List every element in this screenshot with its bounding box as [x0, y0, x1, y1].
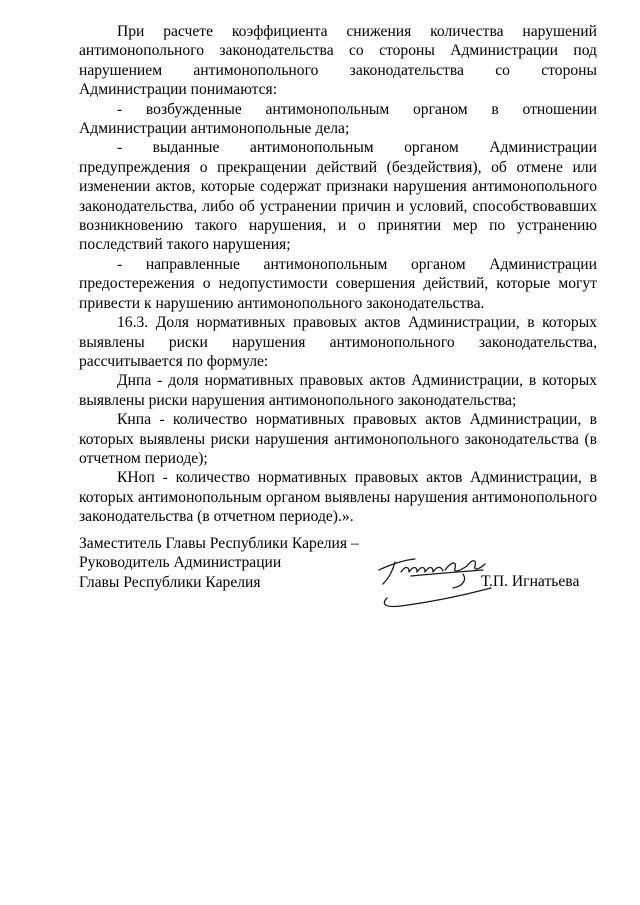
paragraph-knop-definition: КНоп - количество нормативных правовых актов Администрации, в которых антимонопольным органом выявлены нарушения антимонопольного законодательства (в отчетном периоде).». — [79, 469, 597, 526]
paragraph-cautions: - направленные антимонопольным органом Администрации предостережения о недопустимости совершения действий, которые могут привести к нарушению антимонопольного законодательства. — [79, 255, 597, 312]
signatory-position-line-1: Заместитель Главы Республики Карелия – — [79, 535, 359, 552]
document-body — [79, 22, 597, 527]
signatory-name: Т.П. Игнатьева — [481, 573, 580, 590]
signatory-position-line-3: Главы Республики Карелия — [79, 573, 261, 591]
paragraph-warnings: - выданные антимонопольным органом Администрации предупреждения о прекращении действий (бездействия), об отмене или изменении актов, которые содержат признаки нарушения антимонопольного законодательства, либо об устранении причин и условий, способствовавших возникновению такого нарушения, и о принятии мер по устранению последствий такого нарушения; — [79, 139, 597, 254]
signatory-position-line-2: Руководитель Администрации — [79, 554, 282, 572]
paragraph-antimonopoly-cases: - возбужденные антимонопольным органом в отношении Администрации антимонопольные дела; — [79, 100, 597, 138]
paragraph-violation-definition: При расчете коэффициента снижения количества нарушений антимонопольного законодательства со стороны Администрации под нарушением антимонопольного законодательства со стороны Администрации понимаются: — [79, 23, 597, 99]
paragraph-section-16-3: 16.3. Доля нормативных правовых актов Администрации, в которых выявлены риски нарушения антимонопольного законодательства, рассчитывается по формуле: — [79, 314, 597, 370]
paragraph-knpa-definition: Кнпа - количество нормативных правовых актов Администрации, в которых выявлены риски нарушения антимонопольного законодательства (в отчетном периоде); — [79, 411, 597, 467]
paragraph-dnpa-definition: Днпа - доля нормативных правовых актов Администрации, в которых выявлены риски нарушения антимонопольного законодательства; — [79, 372, 597, 409]
signature-block — [79, 534, 597, 592]
